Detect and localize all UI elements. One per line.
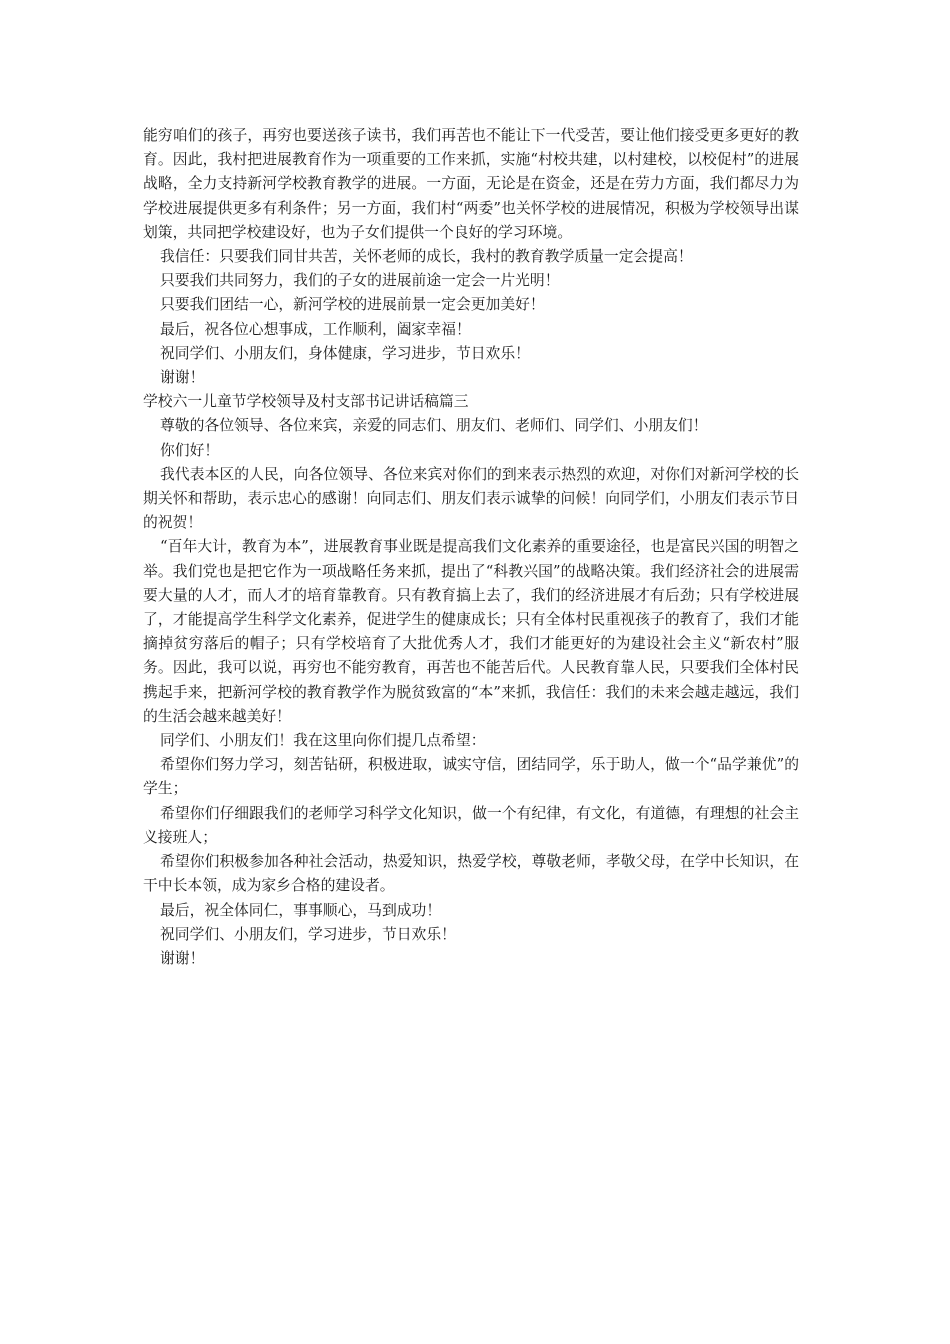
- paragraph: 希望你们积极参加各种社会活动，热爱知识，热爱学校，尊敬老师，孝敬父母，在学中长知识，在干中长本领，成为家乡合格的建设者。: [143, 853, 799, 895]
- paragraph: “百年大计，教育为本”，进展教育事业既是提高我们文化素养的重要途径，也是富民兴国的明智之举。我们党也是把它作为一项战略任务来抓，提出了“科教兴国”的战略决策。我们经济社会的进展需要大量的人才，而人才的培育靠教育。只有教育搞上去了，我们的经济进展才有后劲；只有学校进展了，才能提高学生科学文化素养，促进学生的健康成长；只有全体村民重视孩子的教育了，我们才能摘掉贫穷落后的帽子；只有学校培育了大批优秀人才，我们才能更好的为建设社会主义“新农村”服务。因此，我可以说，再穷也不能穷教育，再苦也不能苦后代。人民教育靠人民，只要我们全体村民携起手来，把新河学校的教育教学作为脱贫致富的“本”来抓，我信任：我们的未来会越走越远，我们的生活会越来越美好！: [143, 538, 799, 725]
- paragraph: 最后，祝全体同仁，事事顺心，马到成功！: [160, 901, 442, 919]
- paragraph: 同学们、小朋友们！我在这里向你们提几点希望：: [160, 732, 486, 750]
- paragraph: 希望你们仔细跟我们的老师学习科学文化知识，做一个有纪律，有文化，有道德，有理想的社会主义接班人；: [143, 804, 799, 846]
- document-body: [143, 124, 799, 971]
- paragraph: 只要我们共同努力，我们的子女的进展前途一定会一片光明！: [160, 272, 560, 290]
- paragraph: 只要我们团结一心，新河学校的进展前景一定会更加美好！: [160, 296, 545, 314]
- paragraph: 祝同学们、小朋友们，学习进步，节日欢乐！: [160, 925, 456, 943]
- paragraph: 祝同学们、小朋友们，身体健康，学习进步，节日欢乐！: [160, 344, 530, 362]
- salutation: 尊敬的各位领导、各位来宾，亲爱的同志们、朋友们、老师们、同学们、小朋友们！: [160, 417, 708, 435]
- paragraph: 我信任：只要我们同甘共苦，关怀老师的成长，我村的教育教学质量一定会提高！: [160, 248, 693, 266]
- section-heading: 学校六一儿童节学校领导及村支部书记讲话稿篇三: [143, 393, 469, 411]
- paragraph: 最后，祝各位心想事成，工作顺利，阖家幸福！: [160, 320, 471, 338]
- paragraph: 能穷咱们的孩子，再穷也要送孩子读书，我们再苦也不能让下一代受苦，要让他们接受更多更好的教育。因此，我村把进展教育作为一项重要的工作来抓，实施“村校共建，以村建校，以校促村”的进展战略，全力支持新河学校教育教学的进展。一方面，无论是在资金，还是在劳力方面，我们都尽力为学校进展提供更多有利条件；另一方面，我们村“两委”也关怀学校的进展情况，积极为学校领导出谋划策，共同把学校建设好，也为子女们提供一个良好的学习环境。: [143, 127, 799, 241]
- closing: 谢谢！: [160, 949, 205, 967]
- paragraph: 希望你们努力学习，刻苦钻研，积极进取，诚实守信，团结同学，乐于助人，做一个“品学兼优”的学生；: [143, 756, 799, 798]
- paragraph: 谢谢！: [160, 369, 205, 387]
- greeting: 你们好！: [160, 441, 220, 459]
- paragraph: 我代表本区的人民，向各位领导、各位来宾对你们的到来表示热烈的欢迎，对你们对新河学校的长期关怀和帮助，表示忠心的感谢！向同志们、朋友们表示诚挚的问候！向同学们，小朋友们表示节日的祝贺！: [143, 465, 799, 532]
